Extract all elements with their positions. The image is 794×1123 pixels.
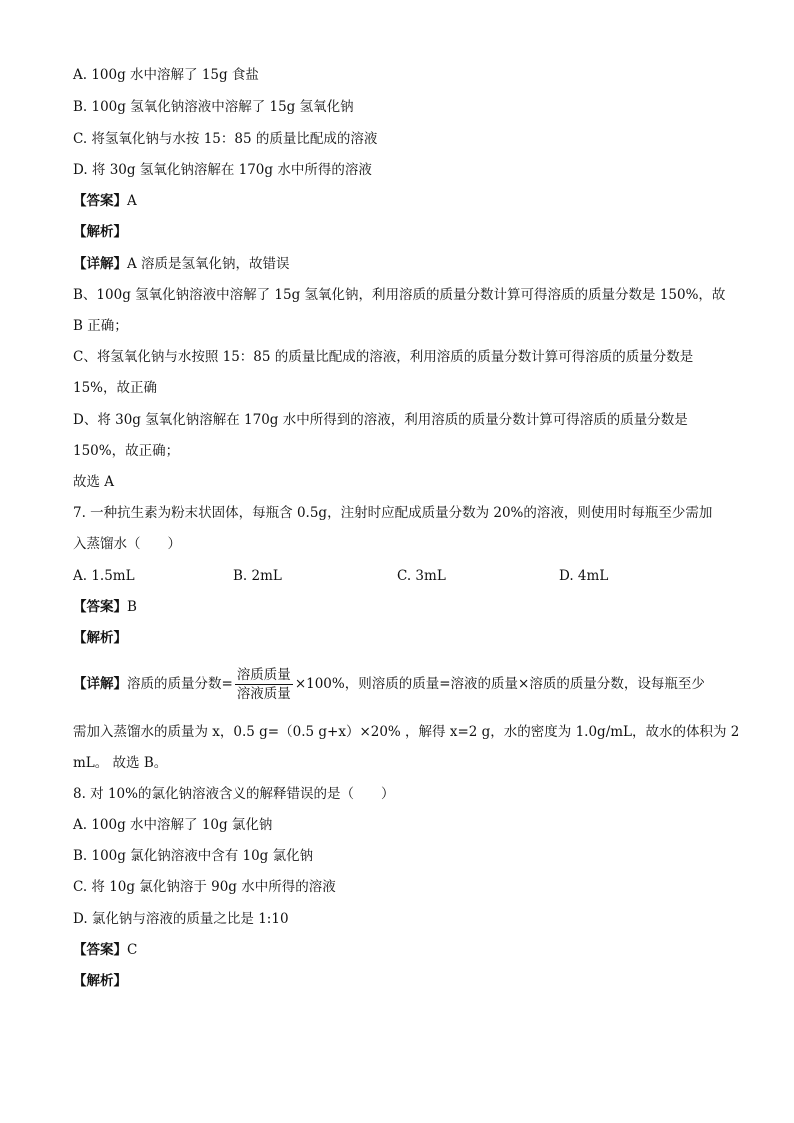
analysis-tag: 【解析】 — [73, 224, 127, 240]
answer-value: B — [127, 599, 137, 615]
detail-suffix: ×100%，则溶质的质量=溶液的质量×溶质的质量分数，设每瓶至少 — [294, 676, 705, 692]
answer-tag: 【答案】 — [73, 942, 127, 958]
q6-detail — [73, 254, 290, 274]
q7-answer — [73, 597, 137, 617]
detail-tag: 【详解】 — [73, 256, 127, 272]
q8-option-d: D. 氯化钠与溶液的质量之比是 1:10 — [73, 911, 289, 927]
fraction-denominator: 溶液质量 — [236, 686, 291, 702]
q6-analysis — [73, 222, 127, 242]
q8-option-b: B. 100g 氯化钠溶液中含有 10g 氯化钠 — [73, 848, 314, 864]
q6-option-d: D. 将 30g 氢氧化钠溶解在 170g 水中所得的溶液 — [73, 162, 372, 178]
q7-stem-line2: 入蒸馏水（ ） — [73, 536, 181, 552]
q7-stem-line1: 7. 一种抗生素为粉末状固体，每瓶含 0.5g，注射时应配成质量分数为 20%的溶液，则使用时每瓶至少需加 — [73, 505, 713, 521]
answer-tag: 【答案】 — [73, 193, 127, 209]
q6-option-b: B. 100g 氢氧化钠溶液中溶解了 15g 氢氧化钠 — [73, 99, 354, 115]
q6-detail-line: 150%，故正确； — [73, 443, 180, 459]
q6-detail-line: B 正确； — [73, 318, 128, 334]
q7-detail — [73, 664, 705, 704]
q7-option-c: C. 3mL — [397, 568, 446, 584]
q8-stem: 8. 对 10%的氯化钠溶液含义的解释错误的是（ ） — [73, 786, 395, 802]
q7-detail-line3: mL。 故选 B。 — [73, 755, 168, 771]
detail-text: A 溶质是氢氧化钠，故错误 — [127, 256, 290, 272]
q6-detail-line: 15%，故正确 — [73, 380, 158, 396]
detail-prefix: 溶质的质量分数= — [127, 676, 233, 692]
q8-analysis — [73, 971, 127, 991]
answer-value: C — [127, 942, 138, 958]
q7-option-b: B. 2mL — [233, 568, 282, 584]
q8-option-a: A. 100g 水中溶解了 10g 氯化钠 — [73, 817, 273, 833]
q7-detail-line2: 需加入蒸馏水的质量为 x，0.5 g=（0.5 g+x）×20% ，解得 x=2 g，水的密度为 1.0g/mL，故水的体积为 2 — [73, 724, 740, 740]
q6-detail-line: B、100g 氢氧化钠溶液中溶解了 15g 氢氧化钠，利用溶质的质量分数计算可得溶质的质量分数是 150%，故 — [73, 287, 726, 303]
q6-option-c: C. 将氢氧化钠与水按 15：85 的质量比配成的溶液 — [73, 131, 378, 147]
analysis-tag: 【解析】 — [73, 973, 127, 989]
q6-conclusion: 故选 A — [73, 474, 115, 490]
q7-option-d: D. 4mL — [559, 568, 609, 584]
q6-detail-line: C、将氢氧化钠与水按照 15：85 的质量比配成的溶液，利用溶质的质量分数计算可得溶质的质量分数是 — [73, 349, 694, 365]
answer-value: A — [127, 193, 137, 209]
analysis-tag: 【解析】 — [73, 630, 127, 646]
q6-answer — [73, 191, 137, 211]
answer-tag: 【答案】 — [73, 599, 127, 615]
q6-detail-line: D、将 30g 氢氧化钠溶解在 170g 水中所得到的溶液，利用溶质的质量分数计算可得溶质的质量分数是 — [73, 412, 688, 428]
mass-fraction-formula — [235, 666, 293, 703]
detail-tag: 【详解】 — [73, 676, 127, 692]
q7-analysis — [73, 628, 127, 648]
q8-option-c: C. 将 10g 氯化钠溶于 90g 水中所得的溶液 — [73, 879, 336, 895]
q8-answer — [73, 940, 137, 960]
q7-option-a: A. 1.5mL — [73, 568, 135, 584]
q6-option-a: A. 100g 水中溶解了 15g 食盐 — [73, 67, 259, 83]
fraction-numerator: 溶质质量 — [236, 667, 291, 683]
